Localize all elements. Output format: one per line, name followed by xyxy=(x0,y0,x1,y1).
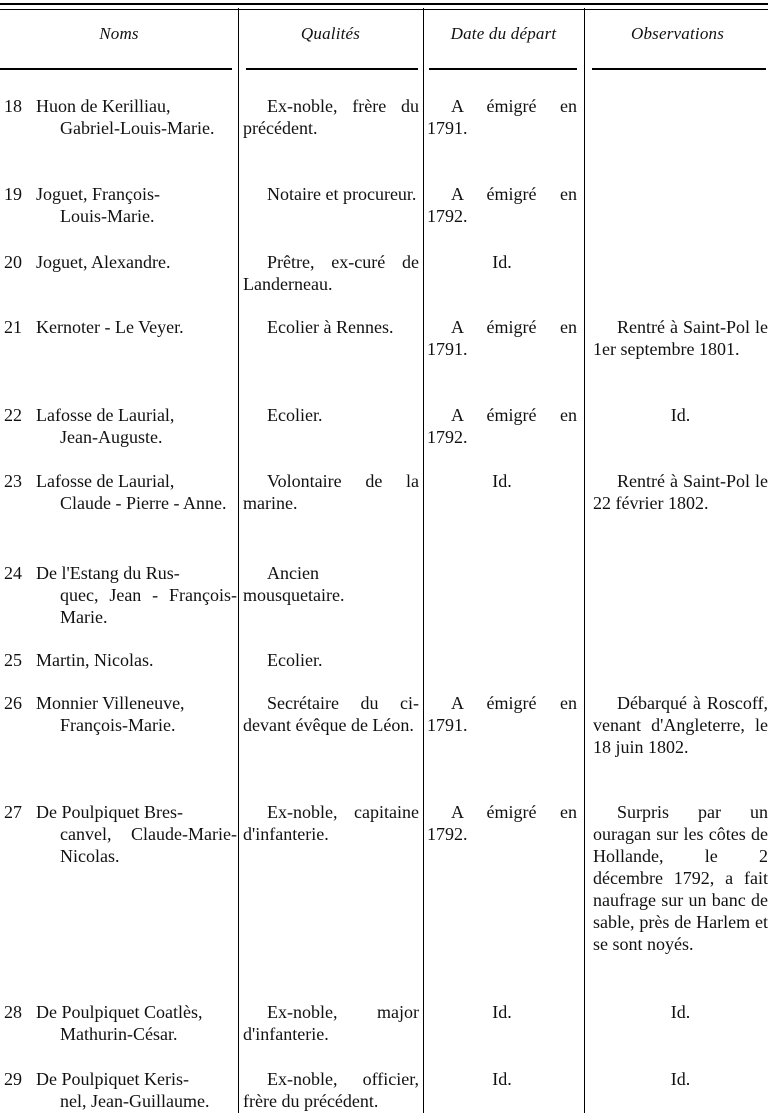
name-cell xyxy=(36,95,237,139)
column-divider-3 xyxy=(584,8,585,1113)
name-continuation: canvel, Claude-Marie-Nicolas. xyxy=(60,824,237,866)
header-rule-qualites xyxy=(246,68,418,70)
name-line: Monnier Villeneuve, xyxy=(36,693,185,713)
row-number: 29 xyxy=(4,1069,22,1089)
name-cell xyxy=(36,649,237,671)
row-number: 23 xyxy=(4,471,22,491)
qualite-cell: Ex-noble, major d'infanterie. xyxy=(243,1002,419,1044)
name-line: De l'Estang du Rus- xyxy=(36,563,180,583)
row-number: 26 xyxy=(4,693,22,713)
header-rule-noms xyxy=(0,68,232,70)
observation-cell: Surpris par un ouragan sur les côtes de Hollande, le 2 décembre 1792, a fait naufrage sur un banc de sable, près de Harlem et se sont noyés. xyxy=(593,802,768,954)
name-continuation: Jean-Auguste. xyxy=(60,427,163,447)
name-line: Martin, Nicolas. xyxy=(36,650,154,670)
name-cell xyxy=(36,316,237,338)
date-cell: A émigré en 1791. xyxy=(427,693,577,735)
row-number: 27 xyxy=(4,802,22,822)
observation-cell: Débarqué à Roscoff, venant d'Angleterre, le 18 juin 1802. xyxy=(593,693,768,757)
name-cell xyxy=(36,404,237,448)
qualite-cell: Ecolier. xyxy=(267,650,323,670)
name-continuation: quec, Jean - François-Marie. xyxy=(60,585,237,627)
observation-cell: Id. xyxy=(670,1002,691,1022)
qualite-cell: Ecolier à Rennes. xyxy=(267,317,394,337)
name-continuation: nel, Jean-Guillaume. xyxy=(60,1091,210,1111)
name-cell xyxy=(36,801,237,867)
name-cell xyxy=(36,251,237,273)
header-rule-observations xyxy=(592,68,766,70)
name-cell xyxy=(36,183,237,227)
name-line: Joguet, François- xyxy=(36,184,160,204)
row-number: 20 xyxy=(4,252,22,272)
row-number: 25 xyxy=(4,650,22,670)
name-cell xyxy=(36,470,237,514)
name-line: Kernoter - Le Veyer. xyxy=(36,317,184,337)
row-number: 22 xyxy=(4,405,22,425)
name-continuation: Louis-Marie. xyxy=(60,206,155,226)
name-continuation: François-Marie. xyxy=(60,715,176,735)
date-cell: A émigré en 1792. xyxy=(427,184,577,226)
row-number: 24 xyxy=(4,563,22,583)
qualite-cell: Prêtre, ex-curé de Landerneau. xyxy=(243,252,419,294)
column-divider-1 xyxy=(238,8,239,1113)
name-continuation: Gabriel-Louis-Marie. xyxy=(60,118,215,138)
name-cell xyxy=(36,692,237,736)
date-cell: Id. xyxy=(492,1069,512,1089)
qualite-cell: Volontaire de la marine. xyxy=(243,471,419,513)
name-cell xyxy=(36,1001,237,1045)
qualite-cell: Ex-noble, officier, frère du précédent. xyxy=(243,1069,419,1111)
observation-cell: Id. xyxy=(670,405,691,425)
header-qualites: Qualités xyxy=(300,24,361,43)
observation-cell: Rentré à Saint-Pol le 1er septembre 1801. xyxy=(593,317,768,359)
observation-cell: Id. xyxy=(670,1069,691,1089)
name-line: Lafosse de Laurial, xyxy=(36,471,175,491)
row-number: 18 xyxy=(4,96,22,116)
header-observations: Observations xyxy=(630,24,725,43)
qualite-cell: Ex-noble, frère du précédent. xyxy=(243,96,419,138)
name-line: Lafosse de Laurial, xyxy=(36,405,175,425)
row-number: 21 xyxy=(4,317,22,337)
name-line: De Poulpiquet Keris- xyxy=(36,1069,189,1089)
date-cell: A émigré en 1791. xyxy=(427,317,577,359)
row-number: 19 xyxy=(4,184,22,204)
qualite-cell: Ancien mousquetaire. xyxy=(243,563,345,605)
date-cell: Id. xyxy=(492,471,512,491)
observation-cell: Rentré à Saint-Pol le 22 février 1802. xyxy=(593,471,768,513)
date-cell: Id. xyxy=(492,252,512,272)
name-line: Joguet, Alexandre. xyxy=(36,252,171,272)
date-cell: A émigré en 1791. xyxy=(427,96,577,138)
name-cell xyxy=(36,562,237,628)
qualite-cell: Secrétaire du ci-devant évêque de Léon. xyxy=(243,693,419,735)
column-divider-2 xyxy=(423,8,424,1113)
header-noms: Noms xyxy=(99,24,139,43)
date-cell: Id. xyxy=(492,1002,512,1022)
header-date-depart: Date du départ xyxy=(450,24,557,43)
date-cell: A émigré en 1792. xyxy=(427,802,577,844)
name-line: Huon de Kerilliau, xyxy=(36,96,171,116)
name-line: De Poulpiquet Bres- xyxy=(36,802,183,822)
row-number: 28 xyxy=(4,1002,22,1022)
name-cell xyxy=(36,1068,237,1112)
qualite-cell: Ex-noble, capitaine d'infanterie. xyxy=(243,802,419,844)
name-line: De Poulpiquet Coatlès, xyxy=(36,1002,203,1022)
name-continuation: Claude - Pierre - Anne. xyxy=(60,493,227,513)
qualite-cell: Ecolier. xyxy=(267,405,323,425)
name-continuation: Mathurin-César. xyxy=(60,1024,178,1044)
date-cell: A émigré en 1792. xyxy=(427,405,577,447)
top-rule xyxy=(0,3,768,10)
header-rule-date xyxy=(429,68,577,70)
qualite-cell: Notaire et procureur. xyxy=(267,184,417,204)
